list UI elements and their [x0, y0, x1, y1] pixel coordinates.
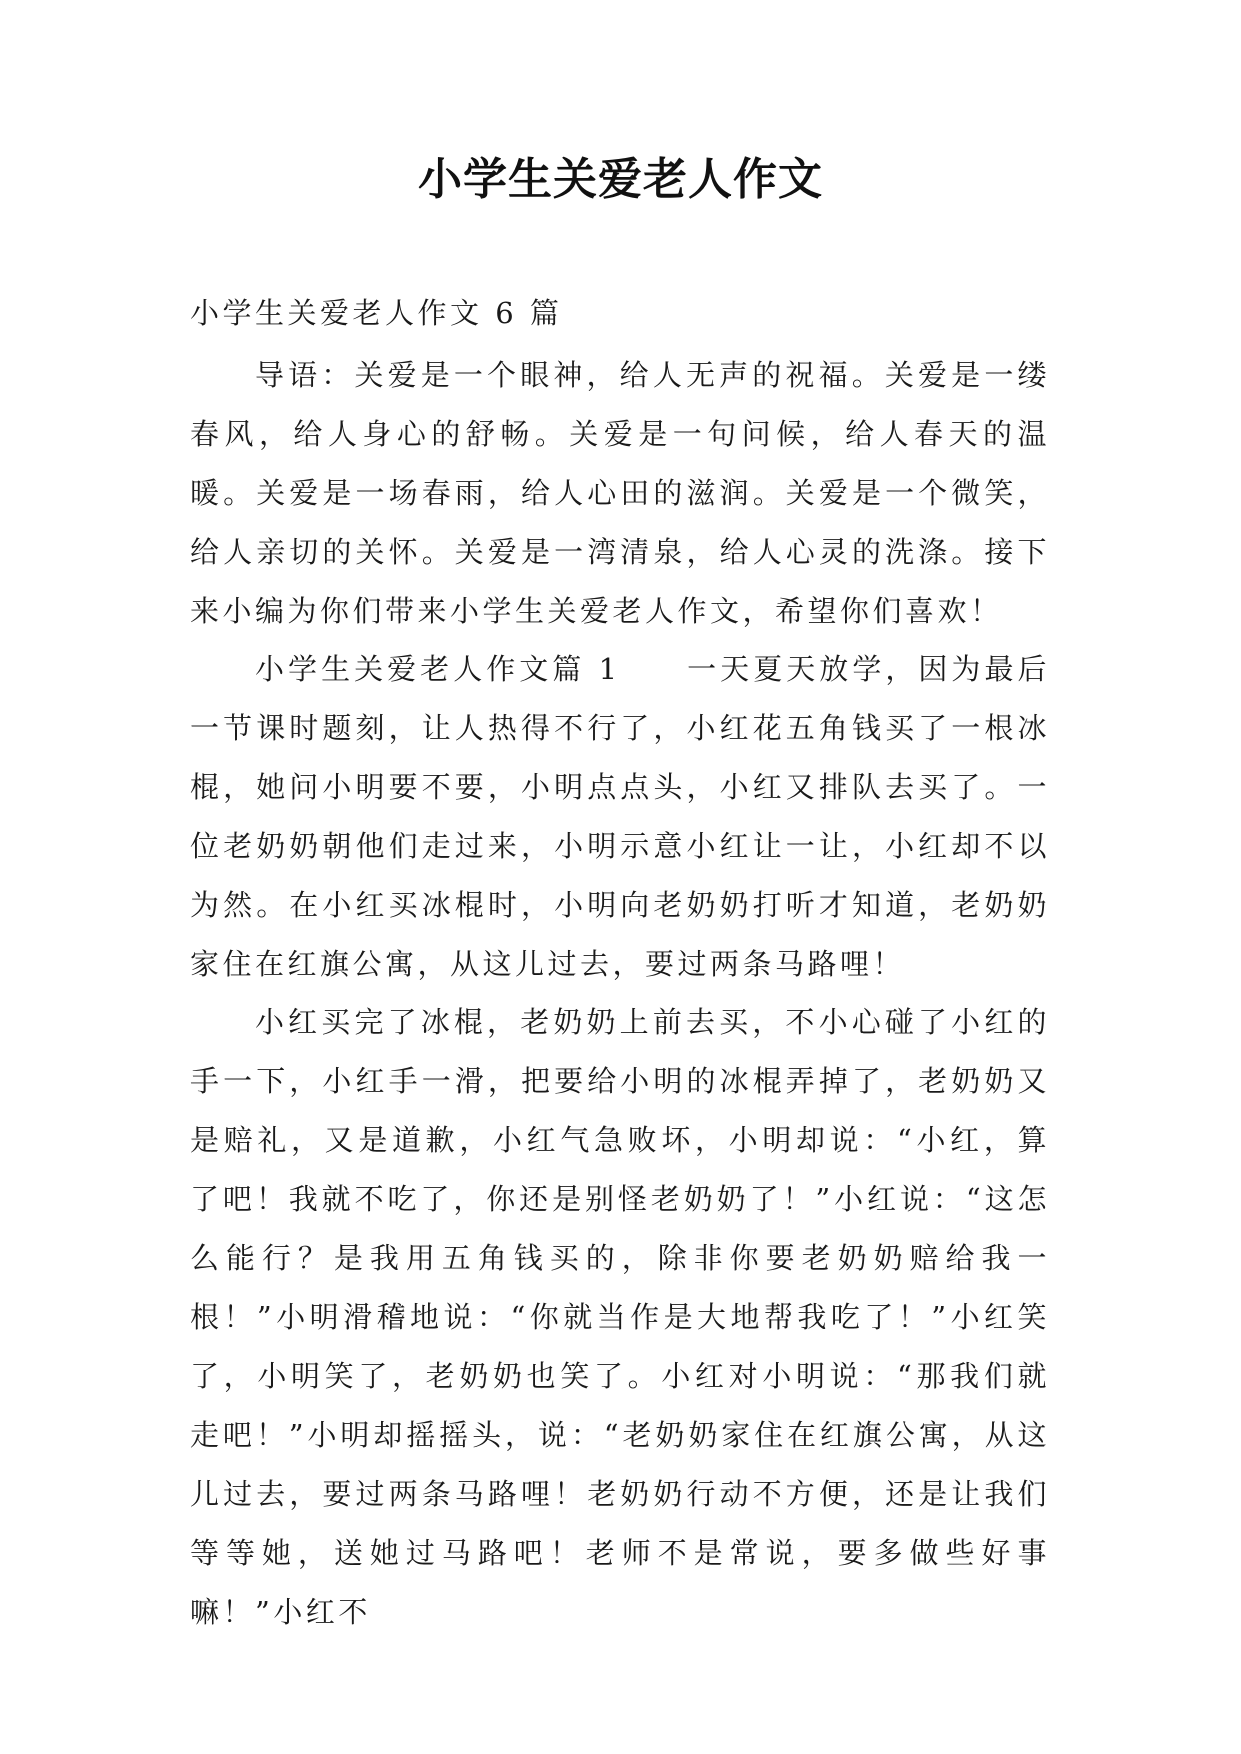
document-subtitle: 小学生关爱老人作文 6 篇: [190, 296, 563, 330]
essay-1-paragraph-1: 小学生关爱老人作文篇 1 一天夏天放学，因为最后一节课时题刻，让人热得不行了，小红花五角钱买了一根冰棍，她问小明要不要，小明点点头，小红又排队去买了。一位老奶奶朝他们走过来，小明示意小红让一让，小红却不以为然。在小红买冰棍时，小明向老奶奶打听才知道，老奶奶家住在红旗公寓，从这儿过去，要过两条马路哩！: [190, 652, 1050, 981]
page-title: 小学生关爱老人作文: [418, 154, 823, 205]
intro-paragraph: 导语：关爱是一个眼神，给人无声的祝福。关爱是一缕春风，给人身心的舒畅。关爱是一句问候，给人春天的温暖。关爱是一场春雨，给人心田的滋润。关爱是一个微笑，给人亲切的关怀。关爱是一湾清泉，给人心灵的洗涤。接下来小编为你们带来小学生关爱老人作文，希望你们喜欢！: [190, 358, 1050, 628]
essay-1-paragraph-2: 小红买完了冰棍，老奶奶上前去买，不小心碰了小红的手一下，小红手一滑，把要给小明的冰棍弄掉了，老奶奶又是赔礼，又是道歉，小红气急败坏，小明却说：“小红，算了吧！我就不吃了，你还是别怪老奶奶了！”小红说：“这怎么能行？是我用五角钱买的，除非你要老奶奶赔给我一根！”小明滑稽地说：“你就当作是大地帮我吃了！”小红笑了，小明笑了，老奶奶也笑了。小红对小明说：“那我们就走吧！”小明却摇摇头，说：“老奶奶家住在红旗公寓，从这儿过去，要过两条马路哩！老奶奶行动不方便，还是让我们等等她，送她过马路吧！老师不是常说，要多做些好事嘛！”小红不: [190, 1005, 1050, 1629]
